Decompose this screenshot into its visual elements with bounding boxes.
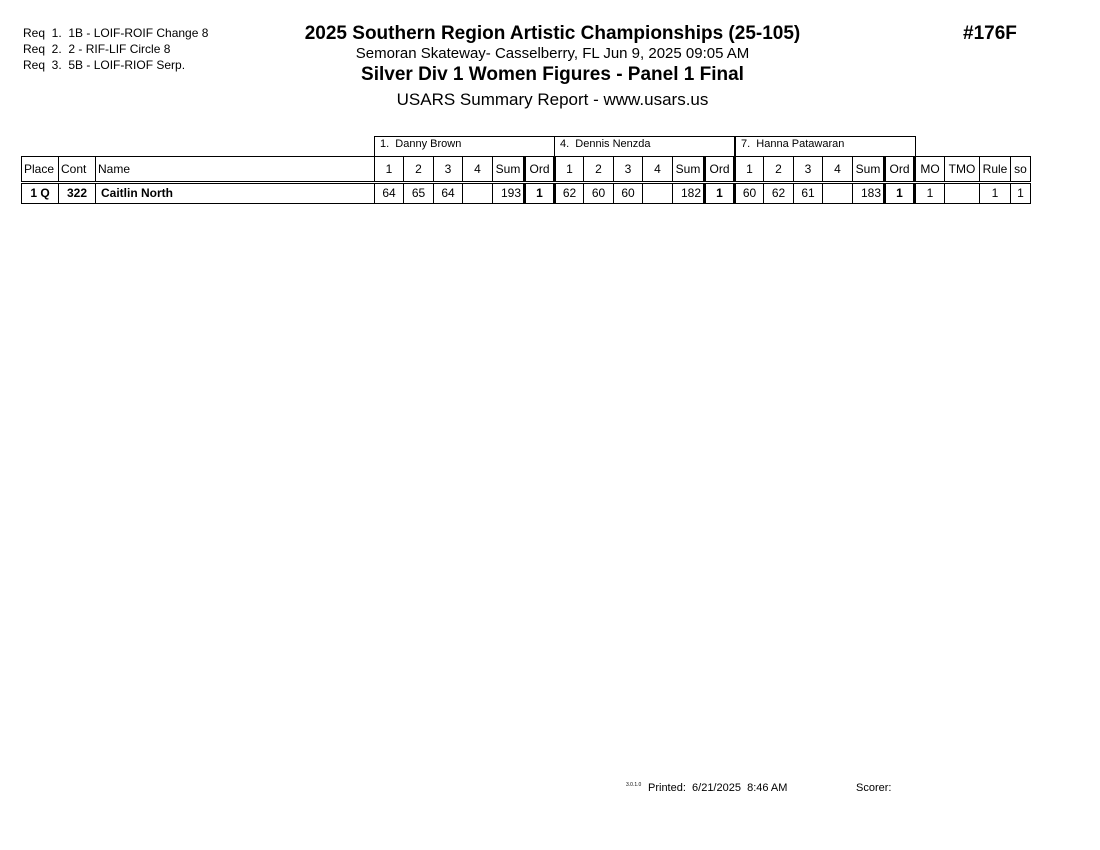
- j3-score-3: 61: [794, 183, 823, 204]
- place-cell: 1 Q: [22, 183, 59, 204]
- venue-date: Semoran Skateway- Casselberry, FL Jun 9, 2025 09:05 AM: [355, 45, 750, 62]
- col-j2-ord: Ord: [705, 157, 735, 183]
- col-j3-ord: Ord: [885, 157, 915, 183]
- j1-score-2: 65: [404, 183, 434, 204]
- j3-score-4: [823, 183, 853, 204]
- results-table: [21, 156, 1031, 204]
- col-so: so: [1011, 157, 1031, 183]
- judge-2-header: 4. Dennis Nenzda: [554, 136, 735, 156]
- event-title: Silver Div 1 Women Figures - Panel 1 Final: [361, 64, 744, 85]
- contestant-number-cell: 322: [59, 183, 96, 204]
- requirement-3: Req 3. 5B - LOIF-RIOF Serp.: [23, 58, 186, 72]
- col-j1-ord: Ord: [525, 157, 555, 183]
- j1-ordinal: 1: [525, 183, 555, 204]
- col-rule: Rule: [980, 157, 1011, 183]
- skater-name-cell: Caitlin North: [96, 183, 375, 204]
- col-j2-fig2: 2: [584, 157, 614, 183]
- j3-sum: 183: [853, 183, 885, 204]
- col-mo: MO: [915, 157, 945, 183]
- so-cell: 1: [1011, 183, 1031, 204]
- j2-score-3: 60: [614, 183, 643, 204]
- col-j3-fig3: 3: [794, 157, 823, 183]
- j2-sum: 182: [673, 183, 705, 204]
- requirement-2: Req 2. 2 - RIF-LIF Circle 8: [23, 42, 171, 56]
- col-name: Name: [96, 157, 375, 183]
- col-place: Place: [22, 157, 59, 183]
- event-number: #176F: [963, 23, 1017, 44]
- j1-sum: 193: [493, 183, 525, 204]
- table-header-row: [22, 157, 1031, 183]
- table-row: [22, 183, 1031, 204]
- col-j1-fig4: 4: [463, 157, 493, 183]
- col-tmo: TMO: [945, 157, 980, 183]
- j1-score-4: [463, 183, 493, 204]
- software-version: 3.0.1.0: [626, 782, 642, 788]
- col-j3-fig2: 2: [764, 157, 794, 183]
- j2-ordinal: 1: [705, 183, 735, 204]
- j2-score-4: [643, 183, 673, 204]
- mo-cell: 1: [915, 183, 945, 204]
- col-j3-sum: Sum: [853, 157, 885, 183]
- championship-title: 2025 Southern Region Artistic Championships (25-105): [304, 23, 801, 44]
- scorer-label: Scorer:: [856, 782, 892, 794]
- printed-timestamp: Printed: 6/21/2025 8:46 AM: [648, 782, 788, 794]
- col-j1-fig3: 3: [434, 157, 463, 183]
- j3-score-1: 60: [735, 183, 764, 204]
- rule-cell: 1: [980, 183, 1011, 204]
- j2-score-2: 60: [584, 183, 614, 204]
- col-cont: Cont: [59, 157, 96, 183]
- col-j1-fig2: 2: [404, 157, 434, 183]
- col-j1-sum: Sum: [493, 157, 525, 183]
- col-j2-fig4: 4: [643, 157, 673, 183]
- col-j2-sum: Sum: [673, 157, 705, 183]
- tmo-cell: [945, 183, 980, 204]
- report-title: USARS Summary Report - www.usars.us: [396, 90, 709, 109]
- judge-1-header: 1. Danny Brown: [374, 136, 555, 156]
- j1-score-1: 64: [375, 183, 404, 204]
- requirement-1: Req 1. 1B - LOIF-ROIF Change 8: [23, 26, 209, 40]
- j1-score-3: 64: [434, 183, 463, 204]
- col-j3-fig4: 4: [823, 157, 853, 183]
- col-j2-fig1: 1: [555, 157, 584, 183]
- col-j1-fig1: 1: [375, 157, 404, 183]
- judge-3-header: 7. Hanna Patawaran: [735, 136, 916, 156]
- col-j3-fig1: 1: [735, 157, 764, 183]
- j2-score-1: 62: [555, 183, 584, 204]
- j3-ordinal: 1: [885, 183, 915, 204]
- col-j2-fig3: 3: [614, 157, 643, 183]
- j3-score-2: 62: [764, 183, 794, 204]
